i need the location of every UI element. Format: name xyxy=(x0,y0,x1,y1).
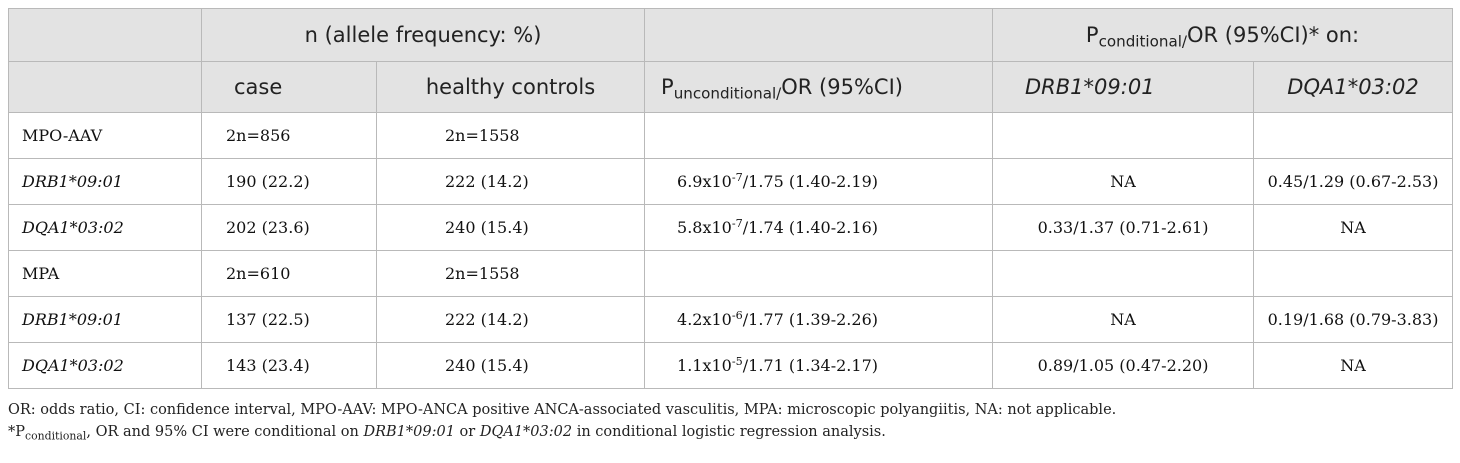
cell-case: 2n=856 xyxy=(202,113,377,159)
cell-unconditional xyxy=(645,343,993,389)
cell-case: 190 (22.2) xyxy=(202,159,377,205)
header-group-allele-frequency-text: n (allele frequency: %) xyxy=(304,23,542,47)
header-group-allele-frequency xyxy=(202,9,645,62)
cell-cond-drb1: NA xyxy=(993,297,1254,343)
p-base: 4.2x10 xyxy=(677,310,732,329)
p-base: 1.1x10 xyxy=(677,356,732,375)
table-footnotes xyxy=(8,399,1452,443)
fn-part: in conditional logistic regression analysis. xyxy=(572,424,886,440)
cell-cond-drb1 xyxy=(993,251,1254,297)
p-base: 6.9x10 xyxy=(677,172,732,191)
header-dqa1: DQA1*03:02 xyxy=(1254,62,1453,113)
allele-association-table xyxy=(8,8,1453,389)
header-empty-cell xyxy=(9,9,202,62)
cell-controls: 2n=1558 xyxy=(377,251,645,297)
row-label: DRB1*09:01 xyxy=(9,159,202,205)
header-row-2 xyxy=(9,62,1453,113)
cell-cond-dqa1: NA xyxy=(1254,205,1453,251)
cell-cond-dqa1: NA xyxy=(1254,343,1453,389)
cell-unconditional xyxy=(645,297,993,343)
cell-cond-drb1 xyxy=(993,113,1254,159)
header-uncond-p: P xyxy=(661,75,674,99)
cell-cond-drb1: 0.89/1.05 (0.47-2.20) xyxy=(993,343,1254,389)
cell-controls: 240 (15.4) xyxy=(377,205,645,251)
cell-controls: 240 (15.4) xyxy=(377,343,645,389)
header-healthy-controls: healthy controls xyxy=(377,62,645,113)
p-rest: /1.74 (1.40-2.16) xyxy=(742,218,878,237)
cell-controls: 222 (14.2) xyxy=(377,159,645,205)
cell-controls: 222 (14.2) xyxy=(377,297,645,343)
cell-cond-dqa1: 0.45/1.29 (0.67-2.53) xyxy=(1254,159,1453,205)
p-exponent: -7 xyxy=(731,170,743,184)
p-rest: /1.71 (1.34-2.17) xyxy=(742,356,878,375)
header-uncond-sub: unconditional/ xyxy=(673,84,782,103)
table-row xyxy=(9,113,1453,159)
cell-cond-drb1: NA xyxy=(993,159,1254,205)
cell-unconditional xyxy=(645,159,993,205)
fn-part: *P xyxy=(8,424,26,440)
table-container xyxy=(8,8,1452,443)
table-row xyxy=(9,297,1453,343)
header-group-conditional xyxy=(993,9,1453,62)
footnote-conditional xyxy=(8,421,1452,443)
row-label: MPA xyxy=(9,251,202,297)
row-label: MPO-AAV xyxy=(9,113,202,159)
cell-unconditional xyxy=(645,205,993,251)
header-cond-p: P xyxy=(1085,23,1099,47)
cell-cond-dqa1: 0.19/1.68 (0.79-3.83) xyxy=(1254,297,1453,343)
cell-case: 2n=610 xyxy=(202,251,377,297)
cell-controls: 2n=1558 xyxy=(377,113,645,159)
fn-gene: DQA1*03:02 xyxy=(479,424,573,440)
cell-case: 137 (22.5) xyxy=(202,297,377,343)
p-exponent: -6 xyxy=(731,308,743,322)
cell-case: 202 (23.6) xyxy=(202,205,377,251)
cell-cond-dqa1 xyxy=(1254,251,1453,297)
p-exponent: -7 xyxy=(731,216,743,230)
cell-case: 143 (23.4) xyxy=(202,343,377,389)
cell-cond-drb1: 0.33/1.37 (0.71-2.61) xyxy=(993,205,1254,251)
header-empty-cell xyxy=(645,9,993,62)
p-rest: /1.77 (1.39-2.26) xyxy=(742,310,878,329)
p-rest: /1.75 (1.40-2.19) xyxy=(742,172,878,191)
header-cond-sub: conditional/ xyxy=(1098,32,1187,51)
table-row xyxy=(9,343,1453,389)
table-row xyxy=(9,159,1453,205)
p-exponent: -5 xyxy=(731,354,743,368)
table-row xyxy=(9,205,1453,251)
fn-part: , OR and 95% CI were conditional on xyxy=(86,424,364,440)
header-case: case xyxy=(202,62,377,113)
row-label: DQA1*03:02 xyxy=(9,343,202,389)
header-drb1: DRB1*09:01 xyxy=(993,62,1254,113)
p-base: 5.8x10 xyxy=(677,218,732,237)
fn-part: or xyxy=(454,424,480,440)
header-cond-suffix: OR (95%CI)* on: xyxy=(1187,23,1360,47)
header-unconditional xyxy=(645,62,993,113)
cell-unconditional xyxy=(645,113,993,159)
footnote-abbreviations: OR: odds ratio, CI: confidence interval, MPO-AAV: MPO-ANCA positive ANCA-associated vasculitis, MPA: microscopic polyangiitis, NA: not applicable. xyxy=(8,402,1117,418)
header-uncond-suffix: OR (95%CI) xyxy=(781,75,903,99)
fn-gene: DRB1*09:01 xyxy=(363,424,455,440)
row-label: DQA1*03:02 xyxy=(9,205,202,251)
header-empty-cell xyxy=(9,62,202,113)
row-label: DRB1*09:01 xyxy=(9,297,202,343)
cell-unconditional xyxy=(645,251,993,297)
fn-sub: conditional xyxy=(25,429,87,443)
header-row-1 xyxy=(9,9,1453,62)
cell-cond-dqa1 xyxy=(1254,113,1453,159)
table-row xyxy=(9,251,1453,297)
